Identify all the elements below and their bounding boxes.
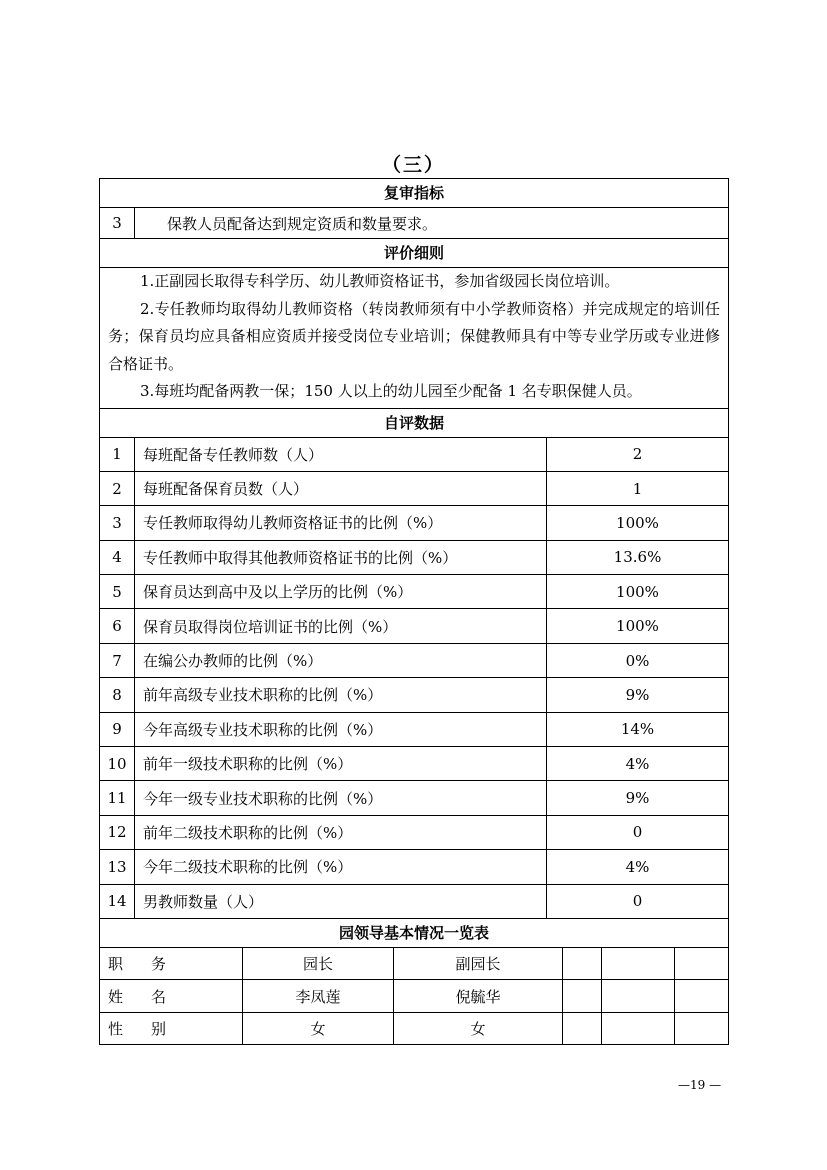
table-row <box>100 713 728 747</box>
empty-cell <box>602 1013 675 1045</box>
label-char: 别 <box>151 1020 167 1039</box>
indicator-number: 3 <box>100 208 135 238</box>
label-char: 务 <box>151 955 167 974</box>
table-row <box>100 816 728 850</box>
section-leaders-table: 园领导基本情况一览表 <box>100 919 728 948</box>
leaders-row <box>100 980 728 1013</box>
section-evaluation-criteria: 评价细则 <box>100 239 728 268</box>
row-label: 今年二级技术职称的比例（%） <box>135 850 547 883</box>
table-row <box>100 541 728 575</box>
row-number: 1 <box>100 438 135 471</box>
leader-cell: 李凤莲 <box>243 980 394 1012</box>
table-row <box>100 609 728 643</box>
row-number: 14 <box>100 885 135 918</box>
table-row <box>100 472 728 506</box>
row-value: 100% <box>616 513 659 532</box>
row-value: 0 <box>632 892 643 911</box>
row-label: 前年一级技术职称的比例（%） <box>135 747 547 780</box>
section-review-indicator: 复审指标 <box>100 179 728 208</box>
label-char: 职 <box>108 955 124 974</box>
indicator-text: 保教人员配备达到规定资质和数量要求。 <box>167 214 438 233</box>
row-number: 8 <box>100 678 135 711</box>
empty-cell <box>563 980 602 1012</box>
criteria-item: 2.专任教师均取得幼儿教师资格（转岗教师须有中小学教师资格）并完成规定的培训任务；保育员均应具备相应资质并接受岗位专业培训；保健教师具有中等专业学历或专业进修合格证书。 <box>108 299 720 373</box>
row-value: 2 <box>632 445 643 464</box>
empty-cell <box>563 948 602 980</box>
leaders-row <box>100 948 728 981</box>
row-number: 2 <box>100 472 135 505</box>
row-number: 3 <box>100 506 135 539</box>
empty-cell <box>675 1013 728 1045</box>
row-number: 9 <box>100 713 135 746</box>
empty-cell <box>675 948 728 980</box>
row-label: 今年一级专业技术职称的比例（%） <box>135 781 547 814</box>
row-label: 专任教师中取得其他教师资格证书的比例（%） <box>135 541 547 574</box>
label-char: 名 <box>151 987 167 1006</box>
review-table <box>99 178 729 1045</box>
row-value: 0% <box>625 651 650 670</box>
leader-cell: 女 <box>394 1013 563 1045</box>
row-number: 12 <box>100 816 135 849</box>
empty-cell <box>602 948 675 980</box>
page-heading: （三） <box>381 154 445 176</box>
table-row <box>100 506 728 540</box>
row-label: 今年高级专业技术职称的比例（%） <box>135 713 547 746</box>
table-row <box>100 438 728 472</box>
criteria-block <box>100 268 728 409</box>
table-row <box>100 644 728 678</box>
row-label: 在编公办教师的比例（%） <box>135 644 547 677</box>
row-label: 前年高级专业技术职称的比例（%） <box>135 678 547 711</box>
row-label: 专任教师取得幼儿教师资格证书的比例（%） <box>135 506 547 539</box>
row-label: 男教师数量（人） <box>135 885 547 918</box>
indicator-row <box>100 208 728 239</box>
table-row <box>100 850 728 884</box>
leaders-row-label <box>100 1013 243 1045</box>
row-value: 4% <box>625 857 650 876</box>
criteria-item: 3.每班均配备两教一保；150 人以上的幼儿园至少配备 1 名专职保健人员。 <box>140 382 642 400</box>
row-label: 保育员取得岗位培训证书的比例（%） <box>135 609 547 642</box>
row-label: 每班配备保育员数（人） <box>135 472 547 505</box>
label-char: 姓 <box>108 987 124 1006</box>
row-number: 10 <box>100 747 135 780</box>
empty-cell <box>675 980 728 1012</box>
criteria-item: 1.正副园长取得专科学历、幼儿教师资格证书，参加省级园长岗位培训。 <box>140 272 620 290</box>
leader-cell: 园长 <box>243 948 394 980</box>
table-row <box>100 885 728 919</box>
row-value: 9% <box>625 789 650 808</box>
page-number: —19 — <box>678 1078 722 1092</box>
row-value: 0 <box>632 823 643 842</box>
leader-cell: 倪毓华 <box>394 980 563 1012</box>
leader-cell: 副园长 <box>394 948 563 980</box>
row-value: 13.6% <box>613 548 662 567</box>
leaders-row-label <box>100 980 243 1012</box>
row-label: 保育员达到高中及以上学历的比例（%） <box>135 575 547 608</box>
row-number: 5 <box>100 575 135 608</box>
table-row <box>100 678 728 712</box>
row-number: 7 <box>100 644 135 677</box>
row-number: 11 <box>100 781 135 814</box>
leaders-rows <box>100 948 728 1045</box>
table-row <box>100 575 728 609</box>
row-label: 前年二级技术职称的比例（%） <box>135 816 547 849</box>
row-value: 9% <box>625 685 650 704</box>
leader-cell: 女 <box>243 1013 394 1045</box>
table-row <box>100 781 728 815</box>
empty-cell <box>602 980 675 1012</box>
empty-cell <box>563 1013 602 1045</box>
row-label: 每班配备专任教师数（人） <box>135 438 547 471</box>
row-number: 4 <box>100 541 135 574</box>
row-value: 4% <box>625 754 650 773</box>
self-data-rows <box>100 438 728 919</box>
row-number: 6 <box>100 609 135 642</box>
row-value: 100% <box>616 617 659 636</box>
table-row <box>100 747 728 781</box>
row-number: 13 <box>100 850 135 883</box>
row-value: 100% <box>616 582 659 601</box>
leaders-row-label <box>100 948 243 980</box>
label-char: 性 <box>108 1020 124 1039</box>
row-value: 1 <box>632 479 643 498</box>
leaders-row <box>100 1013 728 1045</box>
section-self-assessment: 自评数据 <box>100 409 728 438</box>
row-value: 14% <box>620 720 655 739</box>
